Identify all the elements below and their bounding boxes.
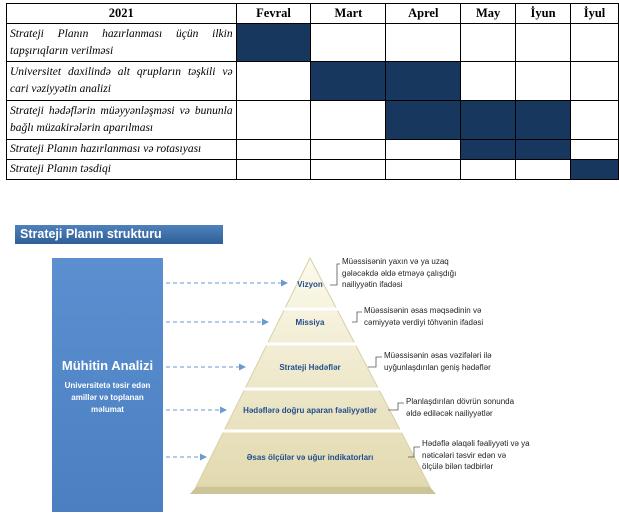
level-label-vizyon: Vizyon bbox=[297, 280, 323, 289]
task-label: Strateji hədəflərin müəyyənləşməsi və bununla bağlı müzakirələrin aparılması bbox=[7, 101, 237, 140]
task-label: Strateji Planın hazırlanması və rotasıyası bbox=[7, 140, 237, 160]
level-label-olculer: Əsas ölçülər və uğur indikatorları bbox=[246, 453, 374, 462]
structure-title: Strateji Planın strukturu bbox=[15, 225, 223, 244]
month-header: May bbox=[461, 4, 516, 24]
year-header: 2021 bbox=[7, 4, 237, 24]
level-label-fealiyyetler: Hədəflərə doğru aparan fəaliyyətlər bbox=[243, 406, 377, 415]
level-label-missiya: Missiya bbox=[295, 318, 325, 327]
month-header: Mart bbox=[311, 4, 386, 24]
level-description-olculer: Hədəflə əlaqəli fəaliyyəti və ya nəticələri təsvir edən və ölçülə bilən tədbirlər bbox=[422, 439, 530, 471]
level-label-strateji-hedefler: Strateji Hədəflər bbox=[279, 363, 341, 372]
level-description-strateji: Müəssisənin əsas vəzifələri ilə uyğunlaşdırılan geniş hədəflər bbox=[384, 351, 492, 372]
task-label: Strateji Planın hazırlanması üçün ilkin tapşırıqların verilməsi bbox=[7, 24, 237, 62]
month-header: İyun bbox=[516, 4, 571, 24]
level-description-fealiyyet: Planlaşdırılan dövrün sonunda əldə ediləcək nailiyyətlər bbox=[406, 397, 515, 418]
task-label: Strateji Planın təsdiqi bbox=[7, 160, 237, 180]
pyramid-base bbox=[190, 487, 436, 494]
task-label: Universitet daxilində alt qrupların təşkili və cari vəziyyətin analizi bbox=[7, 62, 237, 101]
leader-strateji bbox=[368, 357, 382, 367]
month-header: Aprel bbox=[386, 4, 461, 24]
level-description-vizyon: Müəssisənin yaxın və ya uzaq gələcəkdə əldə etməyə çalışdığı nailiyyətin ifadəsi bbox=[342, 257, 457, 289]
leader-missiya bbox=[352, 312, 362, 322]
month-header: İyul bbox=[571, 4, 619, 24]
level-description-missiya: Müəssisənin əsas məqsədinin və cəmiyyətə verdiyi töhvənin ifadəsi bbox=[364, 306, 484, 327]
environment-title: Mühitin Analizi bbox=[61, 358, 154, 373]
month-header: Fevral bbox=[236, 4, 311, 24]
environment-description: Universitetə təsir edən amillər və toplanan məlumat bbox=[64, 381, 151, 414]
